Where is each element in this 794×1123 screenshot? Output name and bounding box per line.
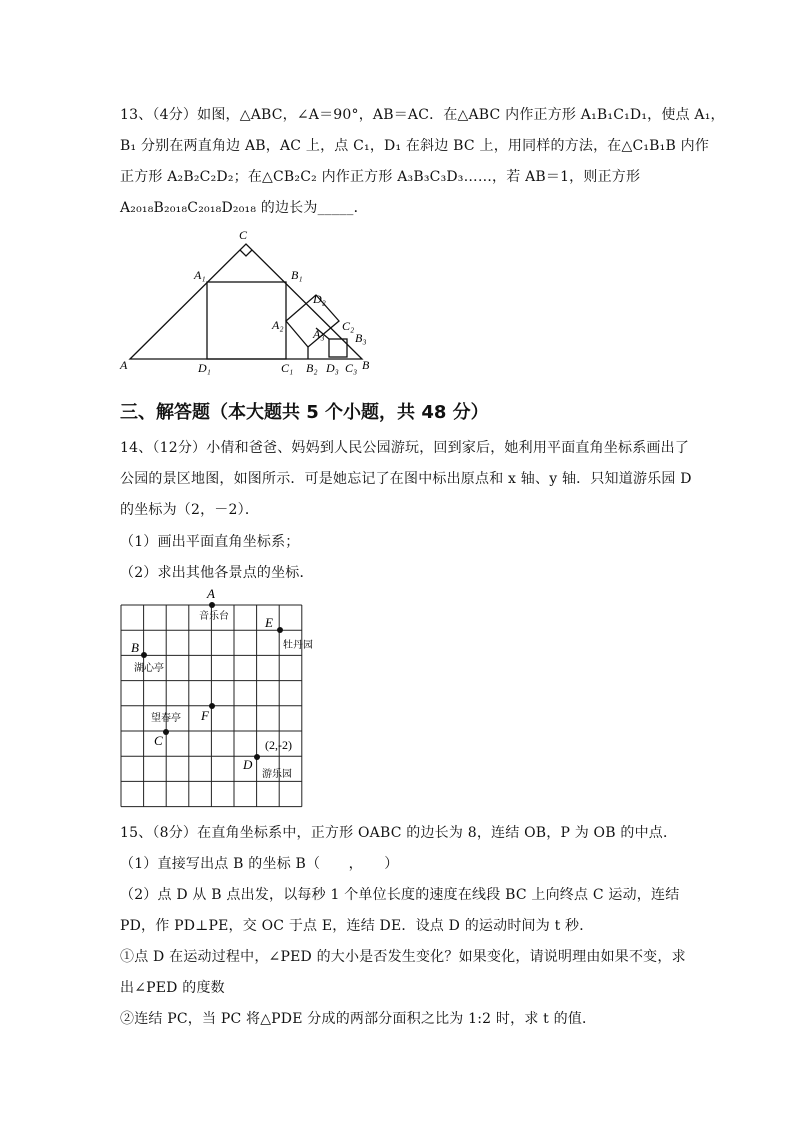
- label-c2: C₂: [342, 319, 355, 333]
- map-name-d: 游乐园: [262, 769, 292, 780]
- label-a2: A₂: [272, 318, 284, 332]
- map-name-b: 湖心亭: [134, 663, 164, 674]
- label-b1: B₁: [291, 268, 303, 282]
- point-c-dot: [163, 729, 169, 735]
- q13-triangle-figure: [0, 225, 794, 385]
- q13-line-1: 13、（4分）如图，△ABC，∠A＝90°，AB＝AC．在△ABC 内作正方形 A₁B₁C₁D₁，使点 A₁，: [120, 107, 725, 123]
- point-d-dot: [254, 754, 260, 760]
- q15-sub-1b: 出∠PED 的度数: [120, 980, 225, 996]
- q15-part-1: （1）直接写出点 B 的坐标 B（ ， ）: [120, 856, 399, 872]
- q14-line-3: 的坐标为（2，－2）．: [120, 502, 260, 518]
- label-d3: D₃: [326, 361, 339, 375]
- label-c: C: [239, 228, 248, 242]
- q14-line-1: 14、（12分）小倩和爸爸、妈妈到人民公园游玩，回到家后，她利用平面直角坐标系画出了: [120, 440, 690, 456]
- q14-line-2: 公园的景区地图，如图所示．可是她忘记了在图中标出原点和 x 轴、y 轴．只知道游乐园 D: [120, 471, 692, 487]
- map-name-e: 牡丹园: [283, 640, 313, 651]
- section-heading: 三、解答题（本大题共 5 个小题，共 48 分）: [120, 402, 489, 423]
- label-c3: C₃: [345, 361, 358, 375]
- label-a: A: [120, 358, 128, 372]
- label-a1: A₁: [194, 268, 206, 282]
- point-b-dot: [141, 652, 147, 658]
- label-b2: B₂: [306, 361, 318, 375]
- q13-line-4: A₂₀₁₈B₂₀₁₈C₂₀₁₈D₂₀₁₈ 的边长为_____．: [120, 200, 368, 216]
- q15-part-2b: PD，作 PD⊥PE，交 OC 于点 E，连结 DE．设点 D 的运动时间为 t 秒．: [120, 918, 594, 934]
- map-coord-d: (2,-2): [265, 738, 292, 752]
- map-label-b: B: [131, 640, 139, 655]
- point-f-dot: [209, 703, 215, 709]
- map-label-c: C: [154, 733, 163, 748]
- map-label-e: E: [265, 615, 273, 630]
- label-b: B: [362, 358, 370, 372]
- q15-part-2a: （2）点 D 从 B 点出发，以每秒 1 个单位长度的速度在线段 BC 上向终点 C 运动，连结: [120, 887, 680, 903]
- label-a3: A₃: [313, 327, 325, 341]
- map-name-a: 音乐台: [199, 611, 229, 622]
- label-b3: B₃: [355, 331, 367, 345]
- point-e-dot: [277, 627, 283, 633]
- q15-line-1: 15、（8分）在直角坐标系中，正方形 OABC 的边长为 8，连结 OB，P 为 OB 的中点．: [120, 825, 678, 841]
- q14-park-map: [0, 585, 794, 815]
- label-c1: C₁: [281, 361, 294, 375]
- q13-line-3: 正方形 A₂B₂C₂D₂；在△CB₂C₂ 内作正方形 A₃B₃C₃D₃……，若 AB＝1，则正方形: [120, 169, 641, 185]
- q15-sub-2: ②连结 PC，当 PC 将△PDE 分成的两部分面积之比为 1:2 时，求 t 的值．: [120, 1011, 597, 1027]
- triangle-abc: [130, 244, 362, 359]
- map-label-a: A: [207, 586, 215, 601]
- label-d1: D₁: [198, 361, 211, 375]
- map-label-d: D: [243, 757, 253, 772]
- label-d2: D₂: [313, 292, 326, 306]
- q15-sub-1a: ①点 D 在运动过程中，∠PED 的大小是否发生变化？如果变化，请说明理由如果不变，求: [120, 949, 686, 965]
- right-angle-mark: [240, 250, 252, 256]
- point-a-dot: [209, 602, 215, 608]
- map-label-f: F: [201, 708, 209, 723]
- map-name-c: 望春亭: [151, 713, 181, 724]
- q14-part-2: （2）求出其他各景点的坐标．: [120, 565, 314, 581]
- q14-part-1: （1）画出平面直角坐标系；: [120, 534, 300, 550]
- q13-line-2: B₁ 分别在两直角边 AB，AC 上，点 C₁，D₁ 在斜边 BC 上，用同样的方法，在△C₁B₁B 内作: [120, 138, 710, 154]
